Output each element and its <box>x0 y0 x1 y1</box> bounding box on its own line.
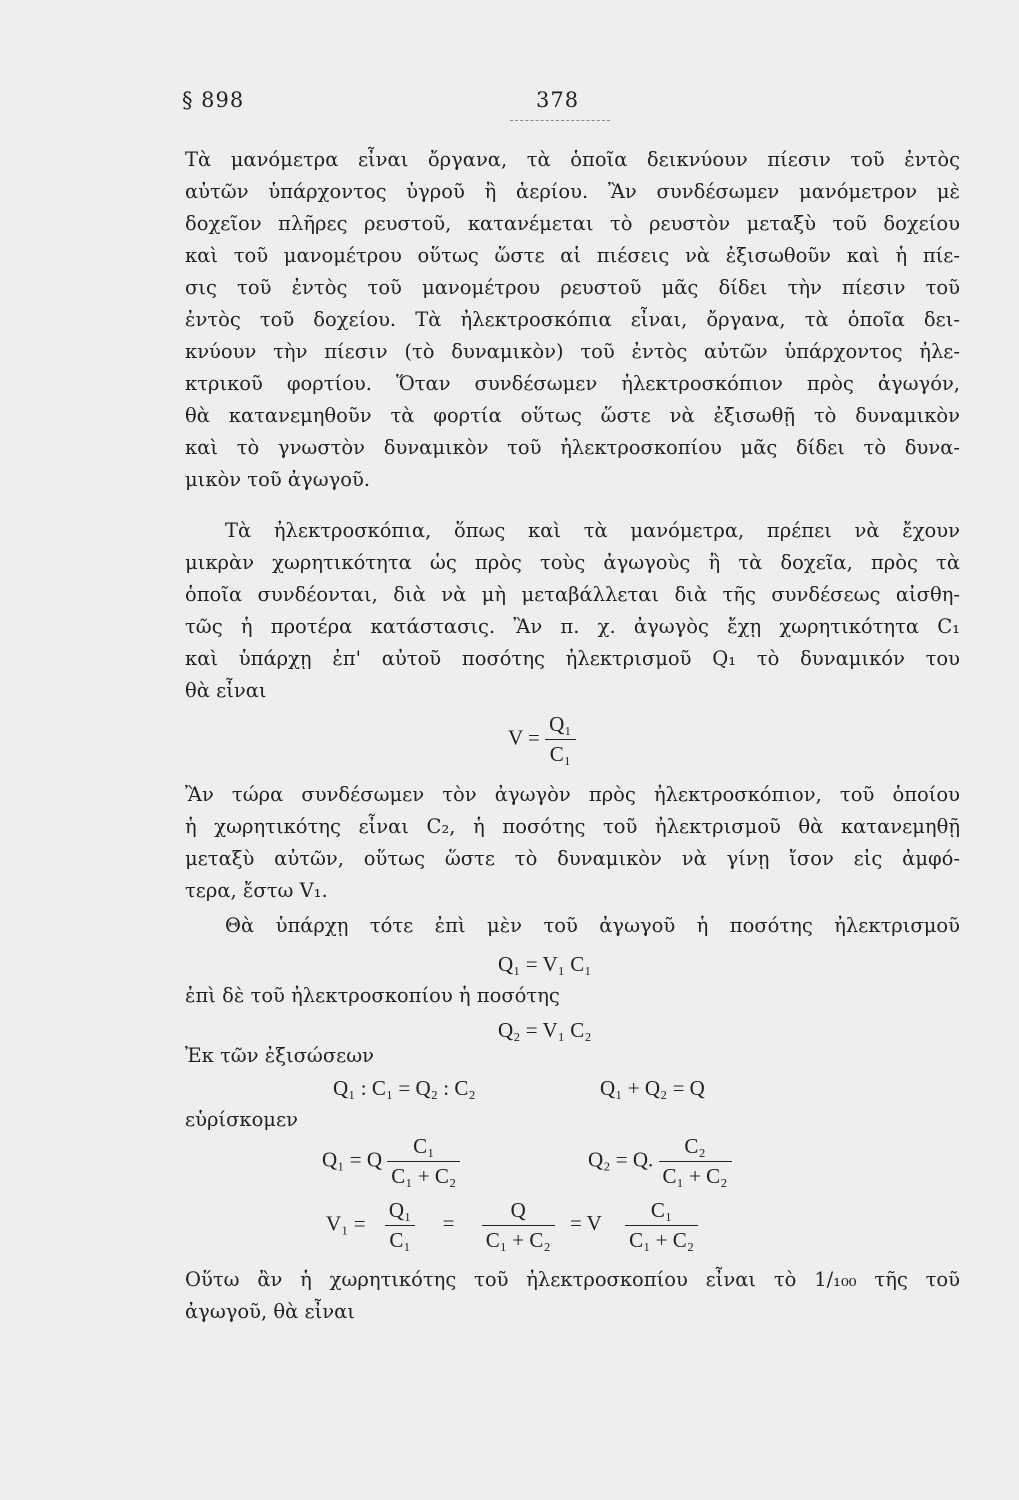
equation-q2: Q₂ = V₁ C₂ <box>498 1018 592 1042</box>
text-line: καὶ ὑπάρχῃ ἐπ' αὐτοῦ ποσότης ἠλεκτρισμοῦ Q₁ τὸ δυναμικόν του <box>185 647 960 670</box>
text-line: δοχεῖον πλῆρες ρευστοῦ, κατανέμεται τὸ ρευστὸν μεταξὺ τοῦ δοχείου <box>185 212 960 235</box>
numerator: C₁ <box>387 1134 460 1162</box>
paragraph-6 <box>185 1040 960 1072</box>
text-line: ἐπὶ δὲ τοῦ ἠλεκτροσκοπίου ἡ ποσότης <box>185 984 560 1007</box>
paragraph-5 <box>185 980 960 1012</box>
denominator: C₁ + C₂ <box>662 1164 728 1188</box>
equation-ratio: Q₁ : C₁ = Q₂ : C₂ <box>333 1076 476 1100</box>
equation-lhs: Q₁ = Q <box>322 1147 382 1172</box>
text-line: ἐντὸς τοῦ δοχείου. Τὰ ἠλεκτροσκόπια εἶναι, ὄργανα, τὰ ὁποῖα δει- <box>185 308 960 331</box>
text-line: αὐτῶν ὑπάρχοντος ὑγροῦ ἢ ἀερίου. Ἂν συνδέσωμεν μανόμετρον μὲ <box>185 180 960 203</box>
text-line: ὁποῖα συνδέονται, διὰ νὰ μὴ μεταβάλλεται διὰ τῆς συνδέσεως αἰσθη- <box>185 583 960 606</box>
equation-q1-fraction <box>322 1134 460 1189</box>
equation-lhs: Q₂ = Q. <box>588 1147 654 1172</box>
text-line: Ἐκ τῶν ἐξισώσεων <box>185 1044 374 1067</box>
section-number: § 898 <box>182 88 245 112</box>
equation-lhs: V₁ = <box>326 1211 366 1236</box>
numerator: C₂ <box>659 1134 732 1162</box>
text-line: κνύουν τὴν πίεσιν (τὸ δυναμικὸν) τοῦ ἐντὸς αὐτῶν ὑπάρχοντος ἠλε- <box>185 340 960 363</box>
denominator: C₁ + C₂ <box>485 1228 551 1252</box>
denominator: C₁ + C₂ <box>629 1228 695 1252</box>
text-line: μικρὰν χωρητικότητα ὡς πρὸς τοὺς ἀγωγοὺς ἢ τὰ δοχεῖα, πρὸς τὰ <box>185 551 960 574</box>
paragraph-1 <box>185 144 960 496</box>
text-line: τῶς ἡ προτέρα κατάστασις. Ἂν π. χ. ἀγωγὸς ἔχῃ χωρητικότητα C₁ <box>185 615 960 638</box>
paragraph-2 <box>185 515 960 707</box>
equals-sign: = <box>442 1211 455 1236</box>
denominator: C₁ <box>389 1228 411 1252</box>
page-number: 378 <box>536 88 580 112</box>
text-line: μεταξὺ αὐτῶν, οὕτως ὥστε τὸ δυναμικὸν νὰ γίνῃ ἴσον εἰς ἀμφό- <box>185 847 960 870</box>
equation-sum: Q₁ + Q₂ = Q <box>600 1076 705 1100</box>
equation-middle: = V <box>569 1211 602 1236</box>
fraction <box>659 1134 732 1189</box>
equation-lhs: V = <box>508 725 540 750</box>
fraction <box>482 1198 555 1253</box>
text-line: τερα, ἔστω V₁. <box>185 879 328 902</box>
text-line: Ἂν τώρα συνδέσωμεν τὸν ἀγωγὸν πρὸς ἠλεκτροσκόπιον, τοῦ ὁποίου <box>185 783 960 806</box>
text-line: Τὰ ἠλεκτροσκόπια, ὅπως καὶ τὰ μανόμετρα, πρέπει νὰ ἔχουν <box>225 519 960 542</box>
text-line: θὰ εἶναι <box>185 679 267 702</box>
numerator: Q <box>482 1198 555 1226</box>
text-line: καὶ τοῦ μανομέτρου οὕτως ὥστε αἱ πιέσεις νὰ ἐξισωθοῦν καὶ ἡ πίε- <box>185 244 960 267</box>
text-line: Τὰ μανόμετρα εἶναι ὄργανα, τὰ ὁποῖα δεικνύουν πίεσιν τοῦ ἐντὸς <box>185 148 960 171</box>
paragraph-3 <box>185 779 960 907</box>
text-line: ἀγωγοῦ, θὰ εἶναι <box>185 1300 355 1323</box>
text-line: μικὸν τοῦ ἀγωγοῦ. <box>185 468 371 491</box>
text-line: κτρικοῦ φορτίου. Ὅταν συνδέσωμεν ἠλεκτροσκόπιον πρὸς ἀγωγόν, <box>185 372 960 395</box>
fraction <box>625 1198 698 1253</box>
equation-v1 <box>326 1198 698 1253</box>
fraction <box>387 1134 460 1189</box>
fraction <box>545 712 576 767</box>
paragraph-7 <box>185 1104 960 1136</box>
equation-q1: Q₁ = V₁ C₁ <box>498 952 592 976</box>
numerator: Q₁ <box>385 1198 416 1226</box>
text-line: ἡ χωρητικότης εἶναι C₂, ἡ ποσότης τοῦ ἠλεκτρισμοῦ θὰ κατανεμηθῇ <box>185 815 960 838</box>
text-line: Θὰ ὑπάρχῃ τότε ἐπὶ μὲν τοῦ ἀγωγοῦ ἡ ποσότης ἠλεκτρισμοῦ <box>225 914 960 937</box>
fraction <box>385 1198 416 1253</box>
paragraph-4 <box>185 910 960 942</box>
denominator: C₁ <box>549 742 572 766</box>
text-line: Οὕτω ἂν ἡ χωρητικότης τοῦ ἠλεκτροσκοπίου εἶναι τὸ 1/₁₀₀ τῆς τοῦ <box>185 1268 960 1291</box>
text-line: καὶ τὸ γνωστὸν δυναμικὸν τοῦ ἠλεκτροσκοπίου μᾶς δίδει τὸ δυνα- <box>185 436 960 459</box>
equation-v <box>508 712 576 767</box>
header-rule <box>510 120 610 121</box>
numerator: C₁ <box>625 1198 698 1226</box>
text-line: σις τοῦ ἐντὸς τοῦ μανομέτρου ρευστοῦ μᾶς δίδει τὴν πίεσιν τοῦ <box>185 276 960 299</box>
text-line: θὰ κατανεμηθοῦν τὰ φορτία οὕτως ὥστε νὰ ἐξισωθῇ τὸ δυναμικὸν <box>185 404 960 427</box>
denominator: C₁ + C₂ <box>391 1164 457 1188</box>
numerator: Q₁ <box>545 712 576 740</box>
equation-q2-fraction <box>588 1134 732 1189</box>
text-line: εὑρίσκομεν <box>185 1108 298 1131</box>
paragraph-8 <box>185 1264 960 1328</box>
